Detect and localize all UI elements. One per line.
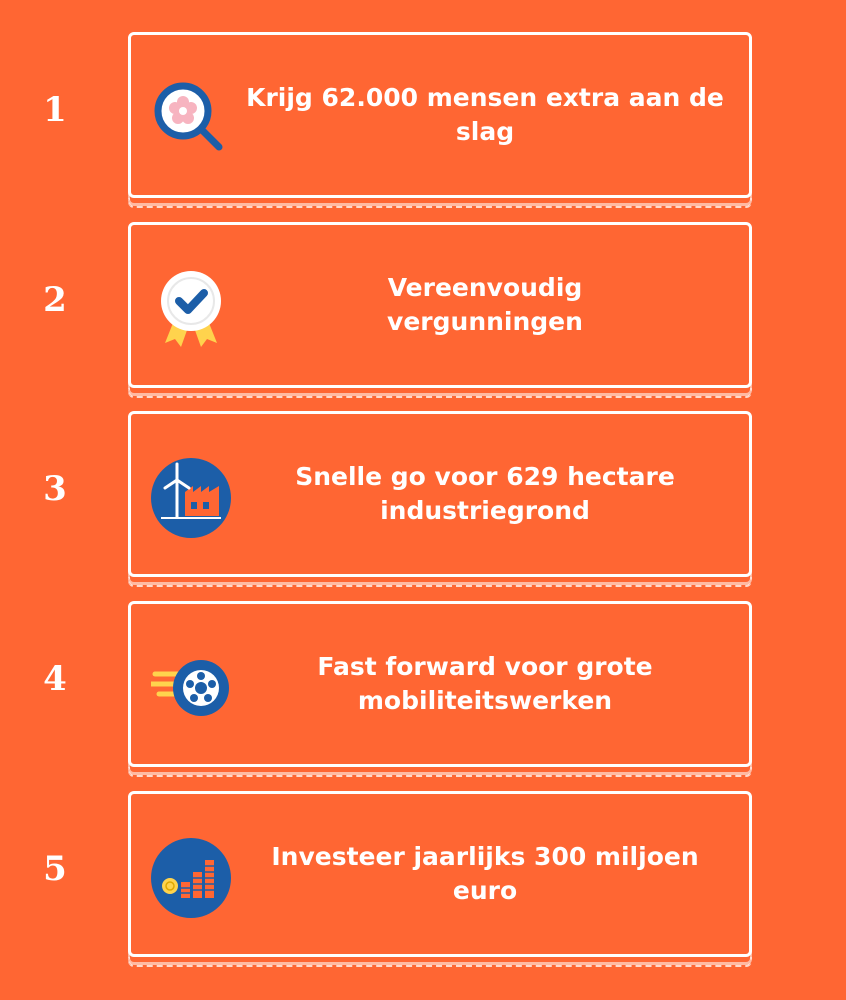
step-number: 2 <box>43 280 67 320</box>
step-text: Investeer jaarlijks 300 miljoen euro <box>271 842 699 905</box>
award-check-icon <box>151 269 231 349</box>
step-number: 4 <box>43 659 67 699</box>
step-4 <box>0 601 846 771</box>
step-text: Snelle go voor 629 hectare industriegrond <box>295 462 675 525</box>
step-card <box>128 32 752 198</box>
coins-chart-icon <box>151 838 231 918</box>
step-2 <box>0 222 846 392</box>
step-card <box>128 411 752 577</box>
speeding-wheel-icon <box>151 648 231 728</box>
step-1 <box>0 32 846 202</box>
step-5 <box>0 791 846 961</box>
step-text: Vereenvoudig vergunningen <box>387 273 583 336</box>
step-number: 1 <box>43 90 67 130</box>
step-text: Fast forward voor grote mobiliteitswerken <box>317 652 653 715</box>
factory-windmill-icon <box>151 458 231 538</box>
step-card <box>128 222 752 388</box>
step-number: 5 <box>43 849 67 889</box>
step-card <box>128 791 752 957</box>
step-number: 3 <box>43 469 67 509</box>
step-card <box>128 601 752 767</box>
step-text: Krijg 62.000 mensen extra aan de slag <box>246 83 724 146</box>
magnifier-icon <box>151 79 231 159</box>
step-3 <box>0 411 846 581</box>
